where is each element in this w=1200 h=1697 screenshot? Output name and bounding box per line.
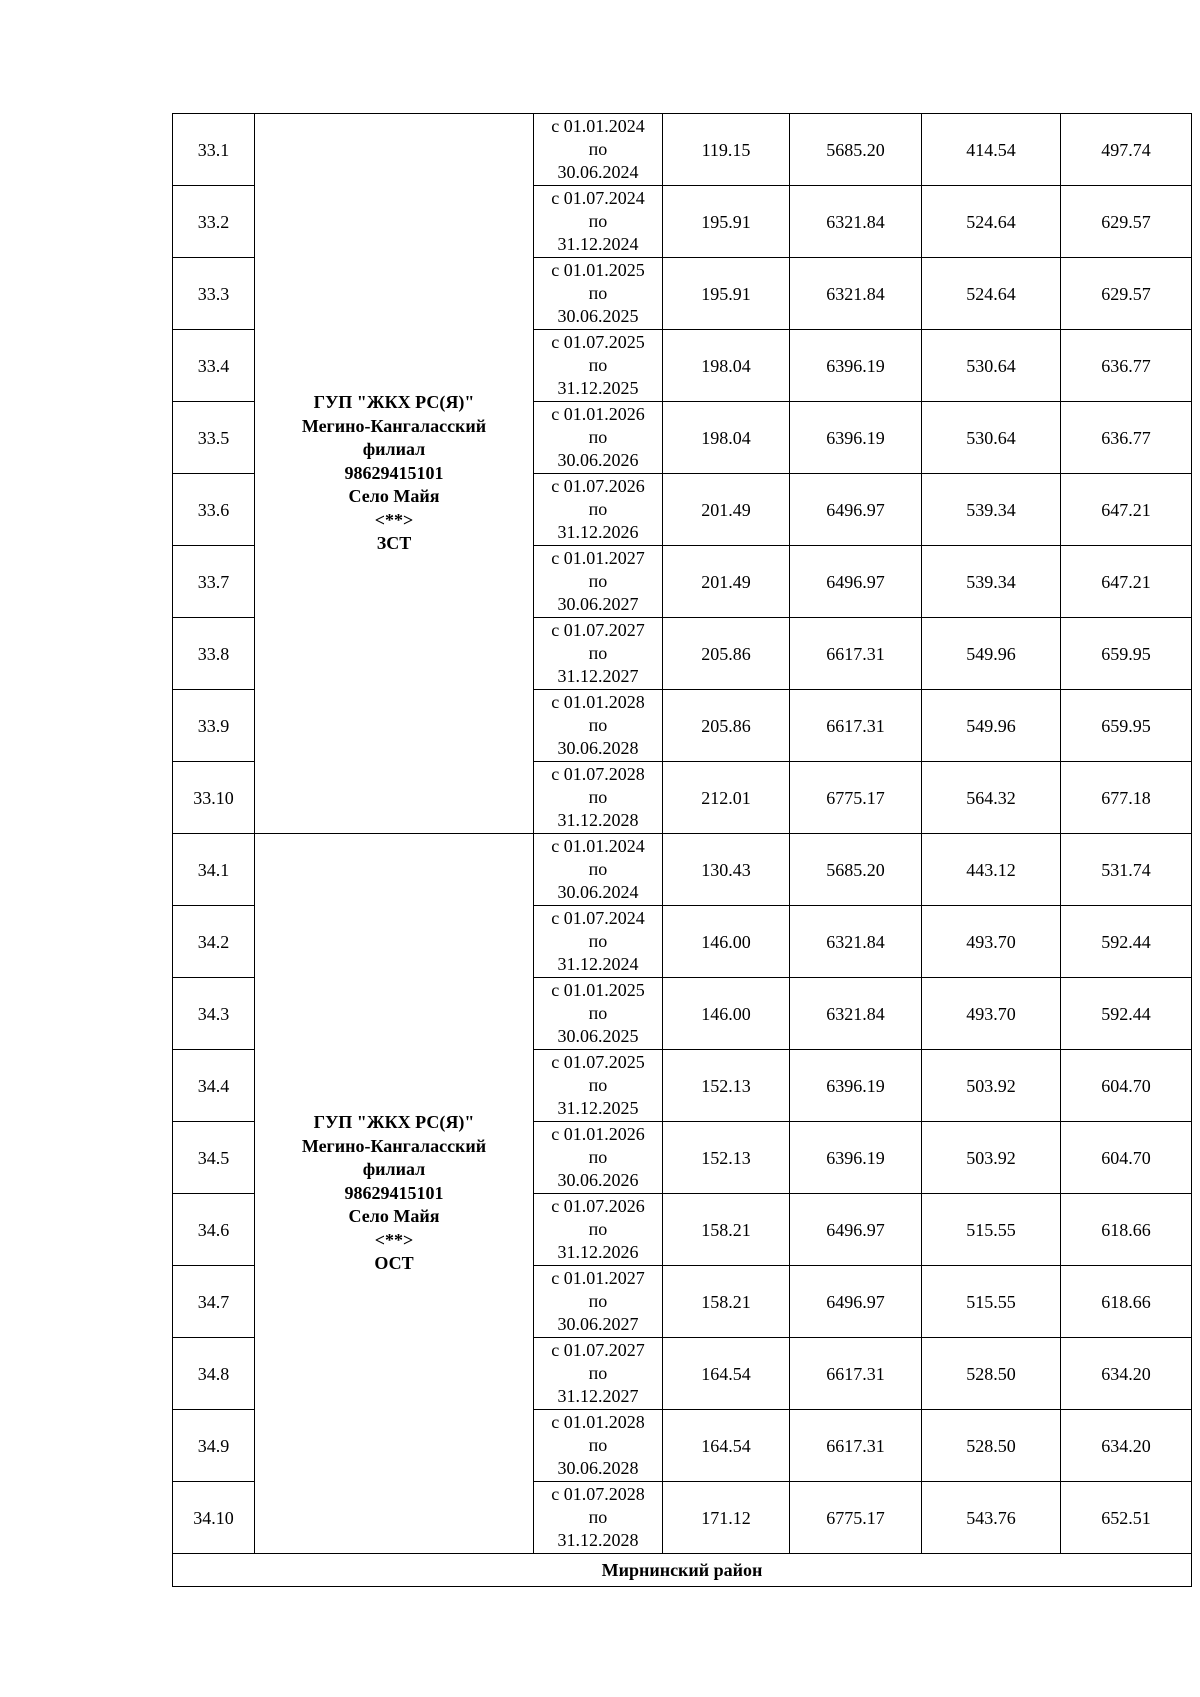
period-from: с 01.07.2026 [551,476,645,496]
value-cell-v2: 6321.84 [790,186,922,258]
value-cell-v4: 677.18 [1061,762,1192,834]
value-cell-v2: 6496.97 [790,474,922,546]
period-po: по [588,859,608,879]
period-from: с 01.07.2025 [551,332,645,352]
value-cell-v4: 604.70 [1061,1050,1192,1122]
value-cell-v4: 618.66 [1061,1266,1192,1338]
value-cell-v4: 592.44 [1061,906,1192,978]
period-cell [534,1410,663,1482]
value-cell-v1: 152.13 [663,1122,790,1194]
value-cell-v1: 195.91 [663,258,790,330]
value-cell-v2: 6496.97 [790,546,922,618]
section-header-row [173,1554,1192,1587]
value-cell-v4: 636.77 [1061,330,1192,402]
value-cell-v4: 629.57 [1061,258,1192,330]
period-from: с 01.07.2025 [551,1052,645,1072]
value-cell-v4: 629.57 [1061,186,1192,258]
period-from: с 01.07.2028 [551,1484,645,1504]
row-number-cell: 33.10 [173,762,255,834]
period-from: с 01.01.2024 [551,836,645,856]
period-to: 30.06.2026 [557,1170,639,1190]
value-cell-v1: 198.04 [663,330,790,402]
value-cell-v3: 528.50 [922,1410,1061,1482]
period-from: с 01.07.2027 [551,1340,645,1360]
row-number-cell: 34.2 [173,906,255,978]
organization-cell [255,834,534,1554]
value-cell-v1: 195.91 [663,186,790,258]
period-po: по [588,283,608,303]
period-to: 31.12.2027 [557,666,639,686]
value-cell-v1: 164.54 [663,1338,790,1410]
period-from: с 01.01.2027 [551,548,645,568]
row-number-cell: 34.6 [173,1194,255,1266]
value-cell-v2: 6775.17 [790,1482,922,1554]
period-to: 31.12.2025 [557,378,639,398]
value-cell-v2: 6321.84 [790,258,922,330]
value-cell-v4: 592.44 [1061,978,1192,1050]
period-from: с 01.01.2025 [551,980,645,1000]
value-cell-v1: 119.15 [663,114,790,186]
value-cell-v4: 634.20 [1061,1410,1192,1482]
period-po: по [588,1003,608,1023]
period-po: по [588,571,608,591]
period-from: с 01.07.2024 [551,908,645,928]
period-from: с 01.01.2024 [551,116,645,136]
value-cell-v2: 5685.20 [790,834,922,906]
value-cell-v3: 543.76 [922,1482,1061,1554]
period-to: 31.12.2026 [557,1242,639,1262]
value-cell-v3: 515.55 [922,1194,1061,1266]
row-number-cell: 34.3 [173,978,255,1050]
period-cell [534,402,663,474]
period-cell [534,330,663,402]
period-from: с 01.01.2025 [551,260,645,280]
period-po: по [588,931,608,951]
period-po: по [588,1363,608,1383]
value-cell-v2: 6396.19 [790,402,922,474]
value-cell-v3: 515.55 [922,1266,1061,1338]
row-number-cell: 33.5 [173,402,255,474]
value-cell-v2: 5685.20 [790,114,922,186]
row-number-cell: 34.7 [173,1266,255,1338]
value-cell-v4: 497.74 [1061,114,1192,186]
value-cell-v3: 524.64 [922,186,1061,258]
period-from: с 01.01.2028 [551,1412,645,1432]
period-po: по [588,787,608,807]
value-cell-v1: 201.49 [663,474,790,546]
period-to: 30.06.2028 [557,738,639,758]
value-cell-v2: 6396.19 [790,330,922,402]
value-cell-v3: 539.34 [922,546,1061,618]
value-cell-v3: 503.92 [922,1050,1061,1122]
value-cell-v4: 634.20 [1061,1338,1192,1410]
value-cell-v3: 539.34 [922,474,1061,546]
value-cell-v3: 443.12 [922,834,1061,906]
value-cell-v1: 146.00 [663,906,790,978]
period-cell [534,762,663,834]
section-title: Мирнинский район [173,1554,1192,1587]
value-cell-v4: 604.70 [1061,1122,1192,1194]
period-po: по [588,139,608,159]
value-cell-v1: 164.54 [663,1410,790,1482]
organization-line: <**> [374,509,414,530]
organization-line: филиал [362,1159,426,1180]
value-cell-v4: 636.77 [1061,402,1192,474]
value-cell-v3: 414.54 [922,114,1061,186]
period-po: по [588,1291,608,1311]
value-cell-v2: 6775.17 [790,762,922,834]
period-po: по [588,1075,608,1095]
value-cell-v1: 158.21 [663,1194,790,1266]
organization-line: ОСТ [374,1253,414,1274]
row-number-cell: 34.9 [173,1410,255,1482]
period-to: 30.06.2025 [557,1026,639,1046]
value-cell-v2: 6617.31 [790,1338,922,1410]
value-cell-v2: 6321.84 [790,978,922,1050]
period-cell [534,546,663,618]
value-cell-v1: 198.04 [663,402,790,474]
value-cell-v1: 212.01 [663,762,790,834]
value-cell-v4: 531.74 [1061,834,1192,906]
period-cell [534,258,663,330]
organization-line: <**> [374,1229,414,1250]
period-from: с 01.01.2026 [551,1124,645,1144]
row-number-cell: 34.4 [173,1050,255,1122]
period-cell [534,978,663,1050]
value-cell-v4: 659.95 [1061,690,1192,762]
period-cell [534,618,663,690]
value-cell-v3: 528.50 [922,1338,1061,1410]
period-from: с 01.01.2026 [551,404,645,424]
period-po: по [588,499,608,519]
period-to: 31.12.2025 [557,1098,639,1118]
period-cell [534,1122,663,1194]
row-number-cell: 33.9 [173,690,255,762]
row-number-cell: 33.4 [173,330,255,402]
organization-line: ЗСТ [376,533,412,554]
table-row [173,114,1192,186]
organization-cell [255,114,534,834]
value-cell-v1: 158.21 [663,1266,790,1338]
period-po: по [588,715,608,735]
period-po: по [588,211,608,231]
table-body [173,114,1192,1587]
organization-line: Село Майя [348,486,440,507]
value-cell-v1: 171.12 [663,1482,790,1554]
organization-line: ГУП "ЖКХ РС(Я)" [313,392,475,413]
value-cell-v1: 152.13 [663,1050,790,1122]
period-cell [534,834,663,906]
value-cell-v2: 6617.31 [790,1410,922,1482]
period-to: 30.06.2024 [557,162,639,182]
row-number-cell: 33.1 [173,114,255,186]
period-po: по [588,1219,608,1239]
value-cell-v3: 549.96 [922,690,1061,762]
value-cell-v2: 6617.31 [790,618,922,690]
period-po: по [588,643,608,663]
value-cell-v3: 530.64 [922,330,1061,402]
value-cell-v3: 530.64 [922,402,1061,474]
value-cell-v4: 652.51 [1061,1482,1192,1554]
row-number-cell: 33.3 [173,258,255,330]
period-to: 30.06.2026 [557,450,639,470]
value-cell-v1: 130.43 [663,834,790,906]
value-cell-v2: 6617.31 [790,690,922,762]
period-cell [534,1194,663,1266]
row-number-cell: 33.8 [173,618,255,690]
period-cell [534,1482,663,1554]
period-cell [534,690,663,762]
value-cell-v1: 205.86 [663,690,790,762]
value-cell-v4: 647.21 [1061,546,1192,618]
value-cell-v2: 6396.19 [790,1050,922,1122]
value-cell-v2: 6496.97 [790,1266,922,1338]
organization-line: 98629415101 [344,462,444,483]
value-cell-v2: 6496.97 [790,1194,922,1266]
table-row [173,834,1192,906]
organization-line: Мегино-Кангаласский [301,1135,487,1156]
value-cell-v1: 146.00 [663,978,790,1050]
value-cell-v3: 493.70 [922,978,1061,1050]
row-number-cell: 33.2 [173,186,255,258]
period-cell [534,1266,663,1338]
row-number-cell: 34.1 [173,834,255,906]
period-from: с 01.07.2027 [551,620,645,640]
period-to: 31.12.2028 [557,810,639,830]
value-cell-v2: 6321.84 [790,906,922,978]
tariff-table [172,113,1192,1587]
period-po: по [588,427,608,447]
period-from: с 01.07.2024 [551,188,645,208]
period-to: 30.06.2027 [557,594,639,614]
value-cell-v3: 503.92 [922,1122,1061,1194]
value-cell-v3: 524.64 [922,258,1061,330]
period-po: по [588,355,608,375]
period-from: с 01.07.2026 [551,1196,645,1216]
period-cell [534,906,663,978]
row-number-cell: 34.8 [173,1338,255,1410]
value-cell-v4: 659.95 [1061,618,1192,690]
period-to: 31.12.2028 [557,1530,639,1550]
organization-line: Мегино-Кангаласский [301,415,487,436]
organization-line: 98629415101 [344,1182,444,1203]
row-number-cell: 34.5 [173,1122,255,1194]
period-cell [534,186,663,258]
period-cell [534,1050,663,1122]
row-number-cell: 33.6 [173,474,255,546]
period-from: с 01.01.2027 [551,1268,645,1288]
period-to: 31.12.2026 [557,522,639,542]
organization-block [255,391,533,556]
period-to: 30.06.2027 [557,1314,639,1334]
period-to: 31.12.2027 [557,1386,639,1406]
value-cell-v3: 549.96 [922,618,1061,690]
organization-line: Село Майя [348,1206,440,1227]
period-to: 30.06.2025 [557,306,639,326]
period-cell [534,474,663,546]
period-from: с 01.01.2028 [551,692,645,712]
period-to: 31.12.2024 [557,954,639,974]
value-cell-v3: 493.70 [922,906,1061,978]
row-number-cell: 34.10 [173,1482,255,1554]
value-cell-v1: 205.86 [663,618,790,690]
row-number-cell: 33.7 [173,546,255,618]
period-to: 30.06.2028 [557,1458,639,1478]
value-cell-v1: 201.49 [663,546,790,618]
period-to: 30.06.2024 [557,882,639,902]
value-cell-v4: 618.66 [1061,1194,1192,1266]
organization-line: филиал [362,439,426,460]
period-po: по [588,1435,608,1455]
period-cell [534,1338,663,1410]
period-po: по [588,1147,608,1167]
value-cell-v4: 647.21 [1061,474,1192,546]
organization-line: ГУП "ЖКХ РС(Я)" [313,1112,475,1133]
period-po: по [588,1507,608,1527]
period-from: с 01.07.2028 [551,764,645,784]
value-cell-v3: 564.32 [922,762,1061,834]
value-cell-v2: 6396.19 [790,1122,922,1194]
period-to: 31.12.2024 [557,234,639,254]
organization-block [255,1111,533,1276]
period-cell [534,114,663,186]
